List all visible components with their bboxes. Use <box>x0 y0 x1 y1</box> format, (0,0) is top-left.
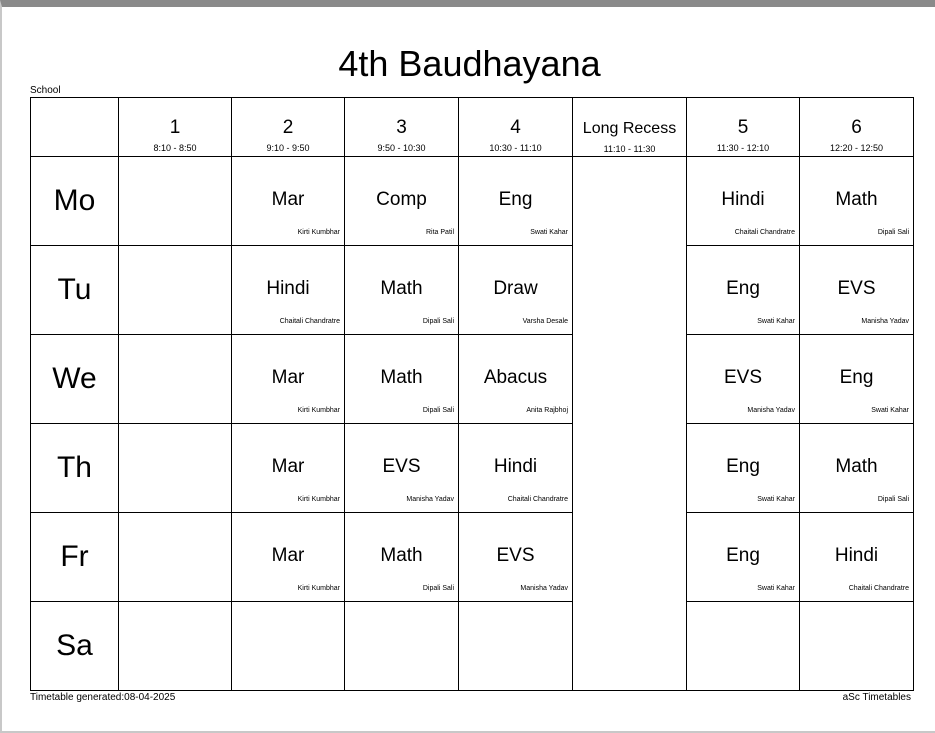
subject-label: Mar <box>271 545 305 566</box>
period-header-3 <box>345 98 459 157</box>
lesson-cell <box>800 335 914 424</box>
subject-label: Eng <box>726 545 760 566</box>
lesson-cell <box>459 157 573 246</box>
day-row <box>31 513 914 602</box>
lesson-cell <box>800 602 914 691</box>
teacher-name: Swati Kahar <box>530 229 568 236</box>
subject-label: Abacus <box>483 367 548 388</box>
lesson-cell <box>119 246 232 335</box>
lesson-cell <box>687 335 800 424</box>
subject-label: Eng <box>726 278 760 299</box>
period-number: 2 <box>282 117 294 138</box>
lesson-cell <box>687 424 800 513</box>
subject-label: Math <box>380 545 423 566</box>
lesson-cell <box>232 513 345 602</box>
subject-label: EVS <box>382 456 421 477</box>
subject-label: Hindi <box>834 545 879 566</box>
lesson-cell <box>232 602 345 691</box>
subject-label: Hindi <box>266 278 310 299</box>
teacher-name: Dipali Sali <box>877 496 909 503</box>
subject-label: Draw <box>493 278 538 299</box>
lesson-cell <box>687 246 800 335</box>
subject-label: Hindi <box>493 456 538 477</box>
subject-label: Mar <box>271 367 305 388</box>
lesson-cell <box>119 335 232 424</box>
lesson-cell <box>232 424 345 513</box>
day-label: We <box>31 335 119 424</box>
subject-label: Mar <box>271 189 305 210</box>
day-label: Th <box>31 424 119 513</box>
teacher-name: Chaitali Chandratre <box>848 585 909 592</box>
teacher-name: Manisha Yadav <box>406 496 454 503</box>
subject-label: EVS <box>723 367 763 388</box>
teacher-name: Rita Patil <box>425 229 454 236</box>
subject-label: Math <box>380 367 423 388</box>
teacher-name: Swati Kahar <box>757 585 795 592</box>
period-time: 12:20 - 12:50 <box>829 143 884 153</box>
subject-label: Hindi <box>721 189 765 210</box>
lesson-cell <box>345 335 459 424</box>
teacher-name: Anita Rajbhoj <box>526 407 568 414</box>
teacher-name: Kirti Kumbhar <box>297 585 340 592</box>
timetable-grid <box>30 97 914 691</box>
period-header-2 <box>232 98 345 157</box>
day-label: Tu <box>31 246 119 335</box>
teacher-name: Swati Kahar <box>871 407 909 414</box>
lesson-cell <box>119 424 232 513</box>
period-header-1 <box>119 98 232 157</box>
period-number: 3 <box>396 117 407 138</box>
lesson-cell <box>800 513 914 602</box>
subject-label: EVS <box>496 545 535 566</box>
period-header-5 <box>687 98 800 157</box>
period-header-4 <box>459 98 573 157</box>
period-number: 5 <box>737 117 749 138</box>
day-label: Mo <box>31 157 119 246</box>
teacher-name: Kirti Kumbhar <box>297 229 340 236</box>
period-time: 9:50 - 10:30 <box>377 143 426 153</box>
lesson-cell <box>232 157 345 246</box>
day-row <box>31 424 914 513</box>
lesson-cell <box>800 157 914 246</box>
school-label: School <box>30 85 61 96</box>
lesson-cell <box>232 335 345 424</box>
lesson-cell <box>459 424 573 513</box>
period-number: 1 <box>169 117 181 138</box>
day-label: Sa <box>31 602 119 691</box>
day-row <box>31 602 914 691</box>
day-label: Fr <box>31 513 119 602</box>
corner-cell <box>31 98 119 157</box>
lesson-cell <box>459 513 573 602</box>
lesson-cell <box>459 335 573 424</box>
page-title: 4th Baudhayana <box>338 43 601 84</box>
lesson-cell <box>687 602 800 691</box>
subject-label: Eng <box>726 456 760 477</box>
lesson-cell <box>687 157 800 246</box>
lesson-cell <box>345 513 459 602</box>
teacher-name: Swati Kahar <box>757 496 795 503</box>
period-header-recess <box>573 98 687 157</box>
lesson-cell <box>345 246 459 335</box>
teacher-name: Varsha Desale <box>522 318 568 325</box>
teacher-name: Dipali Sali <box>422 318 454 325</box>
lesson-cell <box>119 157 232 246</box>
lesson-cell <box>687 513 800 602</box>
period-time: 11:30 - 12:10 <box>716 143 770 153</box>
teacher-name: Swati Kahar <box>757 318 795 325</box>
day-row <box>31 246 914 335</box>
teacher-name: Kirti Kumbhar <box>297 407 340 414</box>
lesson-cell <box>345 602 459 691</box>
teacher-name: Dipali Sali <box>422 585 454 592</box>
subject-label: Math <box>835 456 878 477</box>
period-time: 9:10 - 9:50 <box>266 143 310 153</box>
lesson-cell <box>459 246 573 335</box>
day-row <box>31 157 914 246</box>
period-number: 6 <box>851 117 862 138</box>
lesson-cell <box>345 157 459 246</box>
teacher-name: Chaitali Chandratre <box>507 496 568 503</box>
period-header-6 <box>800 98 914 157</box>
recess-column <box>573 157 687 691</box>
generated-date: Timetable generated:08-04-2025 <box>30 692 176 703</box>
subject-label: Comp <box>376 189 427 210</box>
period-time: 8:10 - 8:50 <box>153 143 197 153</box>
lesson-cell <box>800 424 914 513</box>
lesson-cell <box>345 424 459 513</box>
recess-label: Long Recess <box>582 120 677 137</box>
lesson-cell <box>119 513 232 602</box>
subject-label: Math <box>380 278 423 299</box>
teacher-name: Manisha Yadav <box>861 318 909 325</box>
day-row <box>31 335 914 424</box>
subject-label: Eng <box>839 367 874 388</box>
teacher-name: Manisha Yadav <box>747 407 795 414</box>
subject-label: Math <box>835 189 878 210</box>
lesson-cell <box>232 246 345 335</box>
subject-label: EVS <box>837 278 876 299</box>
brand-label: aSc Timetables <box>842 692 911 703</box>
period-time: 10:30 - 11:10 <box>489 143 542 153</box>
period-number: 4 <box>510 117 521 138</box>
lesson-cell <box>800 246 914 335</box>
teacher-name: Chaitali Chandratre <box>279 318 340 325</box>
teacher-name: Manisha Yadav <box>520 585 568 592</box>
subject-label: Eng <box>498 189 533 210</box>
teacher-name: Dipali Sali <box>877 229 909 236</box>
period-time: 11:10 - 11:30 <box>603 144 656 154</box>
header-row <box>31 98 914 157</box>
subject-label: Mar <box>271 456 305 477</box>
teacher-name: Kirti Kumbhar <box>297 496 340 503</box>
teacher-name: Dipali Sali <box>422 407 454 414</box>
lesson-cell <box>119 602 232 691</box>
lesson-cell <box>459 602 573 691</box>
teacher-name: Chaitali Chandratre <box>734 229 795 236</box>
